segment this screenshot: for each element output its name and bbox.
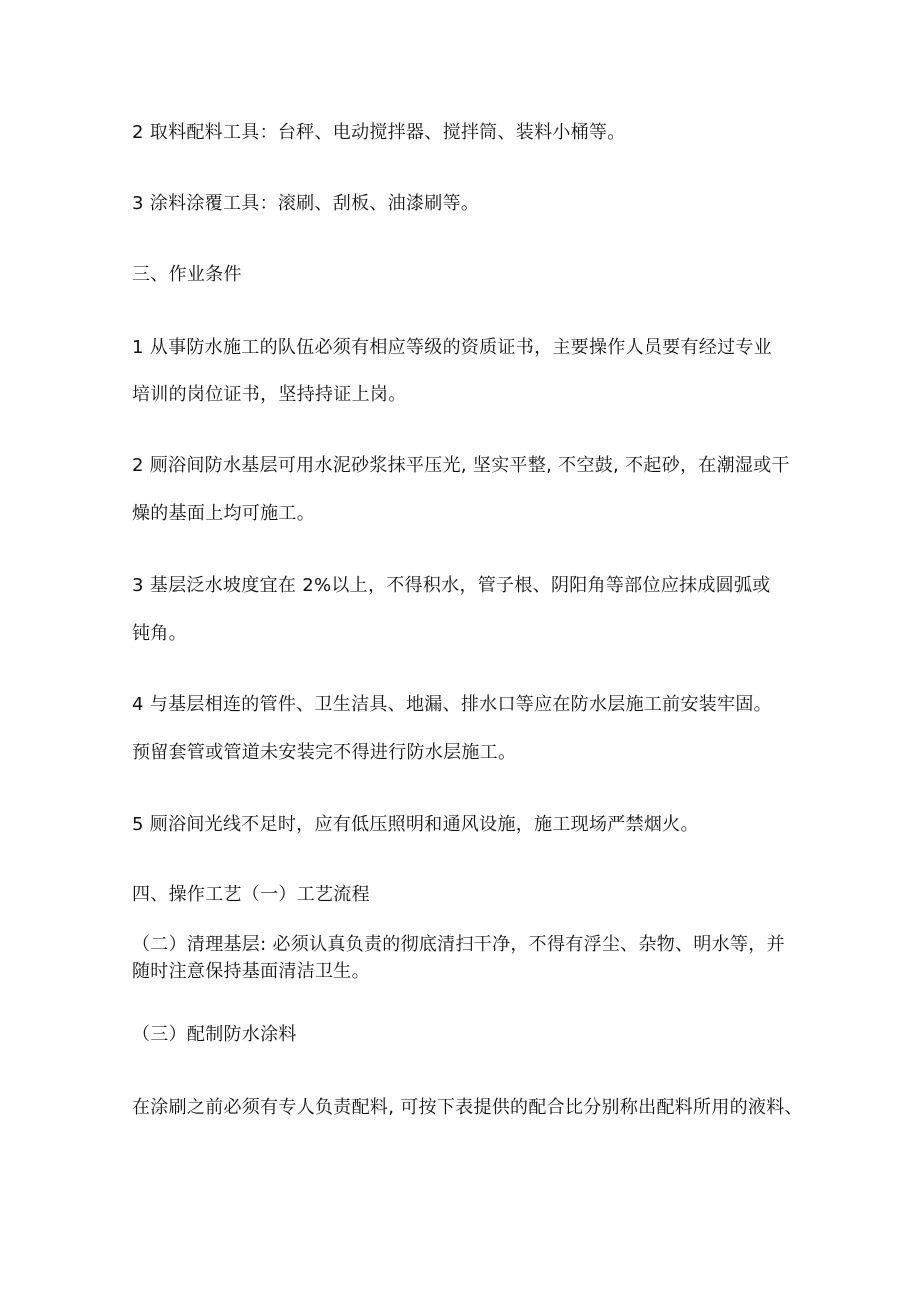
text-line-cleaning-a: （二）清理基层: 必须认真负责的彻底清扫干净，不得有浮尘、杂物、明水等，并: [132, 934, 785, 955]
subheading-prepare-coating: （三）配制防水涂料: [132, 1024, 297, 1045]
text-line-condition-4a: 4 与基层相连的管件、卫生洁具、地漏、排水口等应在防水层施工前安装牢固。: [132, 694, 772, 715]
text-line-condition-3a: 3 基层泛水坡度宜在 2%以上，不得积水，管子根、阴阳角等部位应抹成圆弧或: [132, 575, 771, 596]
text-line-condition-2b: 燥的基面上均可施工。: [132, 503, 315, 524]
text-line-condition-4b: 预留套管或管道未安装完不得进行防水层施工。: [132, 742, 517, 763]
section-heading-conditions: 三、作业条件: [132, 264, 242, 285]
section-heading-process: 四、操作工艺（一）工艺流程: [132, 884, 370, 905]
text-line-condition-3b: 钝角。: [132, 623, 187, 644]
text-line-condition-1a: 1 从事防水施工的队伍必须有相应等级的资质证书，主要操作人员要有经过专业: [132, 337, 772, 358]
text-line-mixing: 在涂刷之前必须有专人负责配料, 可按下表提供的配合比分别称出配料所用的液料、: [132, 1097, 803, 1118]
text-line-condition-1b: 培训的岗位证书，坚持持证上岗。: [132, 384, 407, 405]
text-line-condition-5: 5 厕浴间光线不足时，应有低压照明和通风设施，施工现场严禁烟火。: [132, 814, 699, 835]
text-line-cleaning-b: 随时注意保持基面清洁卫生。: [132, 961, 370, 982]
text-line-condition-2a: 2 厕浴间防水基层可用水泥砂浆抹平压光, 坚实平整, 不空鼓, 不起砂，在潮湿或干: [132, 455, 790, 476]
text-line-tools-coating: 3 涂料涂覆工具：滚刷、刮板、油漆刷等。: [132, 193, 480, 214]
text-line-tools-batching: 2 取料配料工具：台秤、电动搅拌器、搅拌筒、装料小桶等。: [132, 122, 626, 143]
